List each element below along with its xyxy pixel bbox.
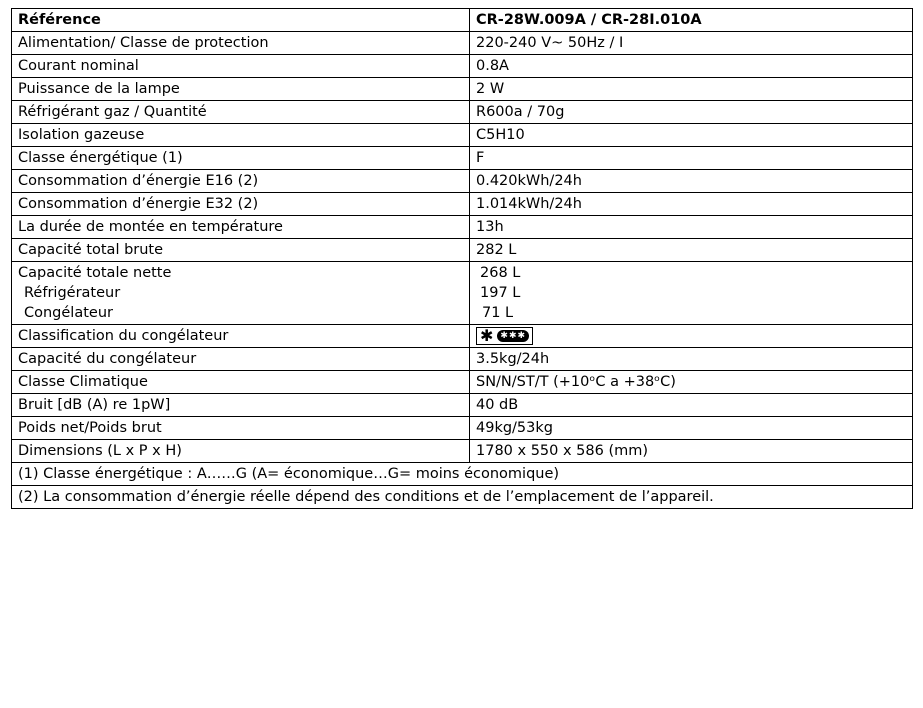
row-label: Courant nominal — [12, 55, 470, 78]
row-label: Bruit [dB (A) re 1pW] — [12, 394, 470, 417]
row-label: Consommation d’énergie E32 (2) — [12, 193, 470, 216]
table-row — [12, 394, 913, 417]
table-row — [12, 216, 913, 239]
row-label: Capacité du congélateur — [12, 348, 470, 371]
table-row — [12, 417, 913, 440]
row-value: 1780 x 550 x 586 (mm) — [470, 440, 913, 463]
row-label: Réfrigérant gaz / Quantité — [12, 101, 470, 124]
fridge-label: Réfrigérateur — [24, 285, 121, 301]
row-value: 220-240 V~ 50Hz / I — [470, 32, 913, 55]
row-value: 0.420kWh/24h — [470, 170, 913, 193]
row-value: 0.8A — [470, 55, 913, 78]
row-label: La durée de montée en température — [12, 216, 470, 239]
table-row — [12, 32, 913, 55]
row-value: 282 L — [470, 239, 913, 262]
row-label: Dimensions (L x P x H) — [12, 440, 470, 463]
table-row — [12, 239, 913, 262]
row-label: Classification du congélateur — [12, 325, 470, 348]
note-row — [12, 463, 913, 486]
table-row — [12, 348, 913, 371]
row-value: 2 W — [470, 78, 913, 101]
freezer-label: Congélateur — [24, 305, 113, 321]
row-value: SN/N/ST/T (+10ᵒC a +38ᵒC) — [470, 371, 913, 394]
table-row — [12, 193, 913, 216]
capacity-row — [12, 262, 913, 325]
capacity-value: 268 L — [480, 265, 521, 281]
table-row — [12, 9, 913, 32]
row-value: 3.5kg/24h — [470, 348, 913, 371]
row-value: F — [470, 147, 913, 170]
consumption-note: (2) La consommation d’énergie réelle dépend des conditions et de l’emplacement de l’appareil. — [12, 486, 913, 509]
row-label: Classe Climatique — [12, 371, 470, 394]
row-label: Isolation gazeuse — [12, 124, 470, 147]
row-label: Alimentation/ Classe de protection — [12, 32, 470, 55]
fridge-value: 197 L — [480, 285, 521, 301]
three-star-badge-icon: ✱✱✱ — [497, 330, 529, 342]
row-value: C5H10 — [470, 124, 913, 147]
energy-class-note: (1) Classe énergétique : A……G (A= économique…G= moins économique) — [12, 463, 913, 486]
row-value: R600a / 70g — [470, 101, 913, 124]
freezer-rating-box — [476, 327, 533, 345]
capacity-labels — [12, 262, 470, 325]
header-value: CR-28W.009A / CR-28I.010A — [470, 9, 913, 32]
table-row — [12, 78, 913, 101]
row-label: Puissance de la lampe — [12, 78, 470, 101]
freezer-rating — [470, 325, 913, 348]
table-row — [12, 325, 913, 348]
row-value: 49kg/53kg — [470, 417, 913, 440]
header-label: Référence — [12, 9, 470, 32]
snowflake-icon: ✱ — [480, 326, 494, 345]
row-label: Poids net/Poids brut — [12, 417, 470, 440]
row-value: 13h — [470, 216, 913, 239]
table-row — [12, 170, 913, 193]
table-row — [12, 147, 913, 170]
row-label: Classe énergétique (1) — [12, 147, 470, 170]
table-row — [12, 124, 913, 147]
capacity-label: Capacité totale nette — [18, 265, 172, 281]
freezer-value: 71 L — [482, 305, 514, 321]
table-row — [12, 371, 913, 394]
table-row — [12, 440, 913, 463]
specifications-table — [11, 8, 913, 509]
table-row — [12, 55, 913, 78]
row-label: Consommation d’énergie E16 (2) — [12, 170, 470, 193]
row-value: 40 dB — [470, 394, 913, 417]
capacity-values — [470, 262, 913, 325]
row-label: Capacité total brute — [12, 239, 470, 262]
row-value: 1.014kWh/24h — [470, 193, 913, 216]
note-row — [12, 486, 913, 509]
table-row — [12, 101, 913, 124]
